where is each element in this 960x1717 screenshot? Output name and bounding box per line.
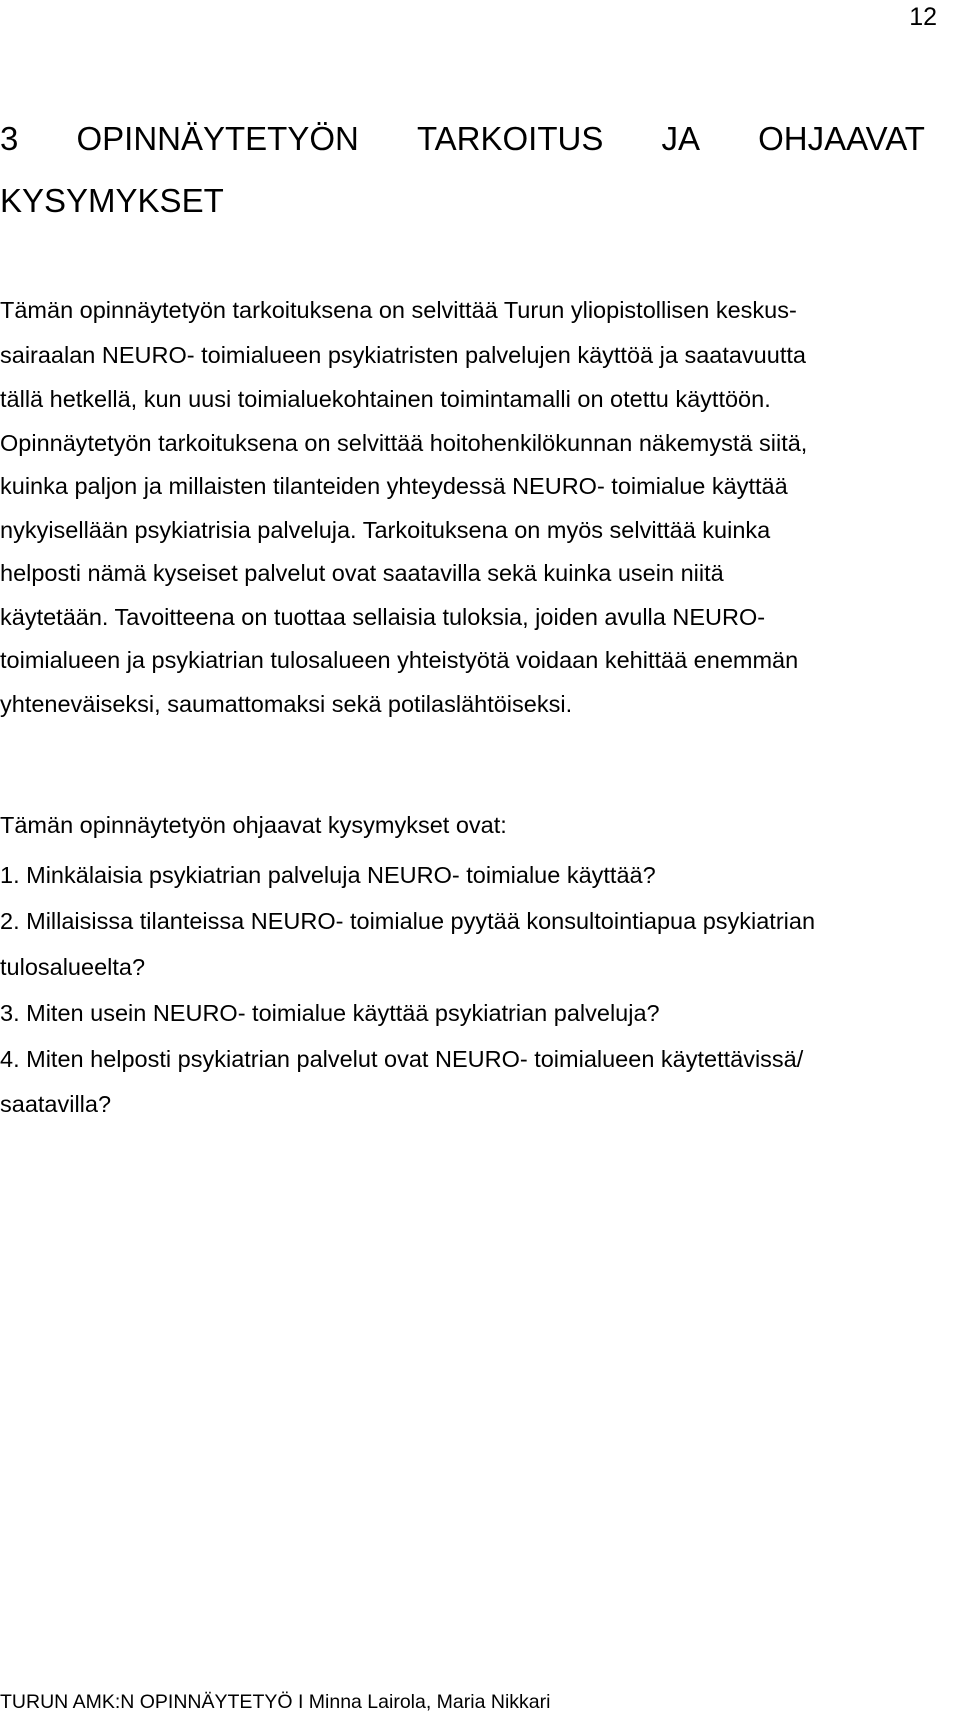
intro-paragraph [0, 288, 926, 726]
chapter-heading [0, 108, 925, 232]
paragraph-line: käytetään. Tavoitteena on tuottaa sellaisia tuloksia, joiden avulla NEURO- [0, 603, 766, 630]
question-item: 4. Miten helposti psykiatrian palvelut ovat NEURO- toimialueen käytettävissä/ [0, 1046, 804, 1072]
question-item: saatavilla? [0, 1091, 112, 1117]
paragraph-line: tällä hetkellä, kun uusi toimialuekohtainen toimintamalli on otettu käyttöön. [0, 386, 771, 412]
paragraph-line: kuinka paljon ja millaisten tilanteiden yhteydessä NEURO- toimialue käyttää [0, 473, 788, 499]
question-item: 3. Miten usein NEURO- toimialue käyttää psykiatrian palveluja? [0, 1000, 660, 1026]
heading-word: JA [661, 120, 700, 157]
paragraph-line: nykyisellään psykiatrisia palveluja. Tarkoituksena on myös selvittää kuinka [0, 516, 771, 543]
paragraph-line: Tämän opinnäytetyön tarkoituksena on selvittää Turun yliopistollisen keskus- [0, 297, 797, 323]
question-list [0, 852, 926, 1119]
heading-word: 3 [0, 120, 19, 157]
page-footer: TURUN AMK:N OPINNÄYTETYÖ I Minna Lairola, Maria Nikkari [0, 1691, 551, 1713]
paragraph-line: toimialueen ja psykiatrian tulosalueen yhteistyötä voidaan kehittää enemmän [0, 647, 799, 673]
heading-word: OPINNÄYTETYÖN [76, 120, 359, 157]
questions-intro: Tämän opinnäytetyön ohjaavat kysymykset ovat: [0, 812, 507, 838]
paragraph-line: yhteneväiseksi, saumattomaksi sekä potilaslähtöiseksi. [0, 690, 573, 717]
page-number: 12 [909, 3, 937, 31]
paragraph-line: Opinnäytetyön tarkoituksena on selvittää hoitohenkilökunnan näkemystä siitä, [0, 429, 808, 456]
question-item: tulosalueelta? [0, 954, 146, 980]
chapter-heading-line-1 [0, 108, 925, 170]
chapter-heading-line-2: KYSYMYKSET [0, 182, 224, 219]
paragraph-line: sairaalan NEURO- toimialueen psykiatristen palvelujen käyttöä ja saatavuutta [0, 341, 806, 368]
heading-word: TARKOITUS [416, 120, 604, 157]
heading-word: OHJAAVAT [758, 120, 925, 157]
paragraph-line: helposti nämä kyseiset palvelut ovat saatavilla sekä kuinka usein niitä [0, 560, 724, 586]
question-item: 2. Millaisissa tilanteissa NEURO- toimialue pyytää konsultointiapua psykiatrian [0, 908, 816, 934]
question-item: 1. Minkälaisia psykiatrian palveluja NEURO- toimialue käyttää? [0, 862, 656, 888]
